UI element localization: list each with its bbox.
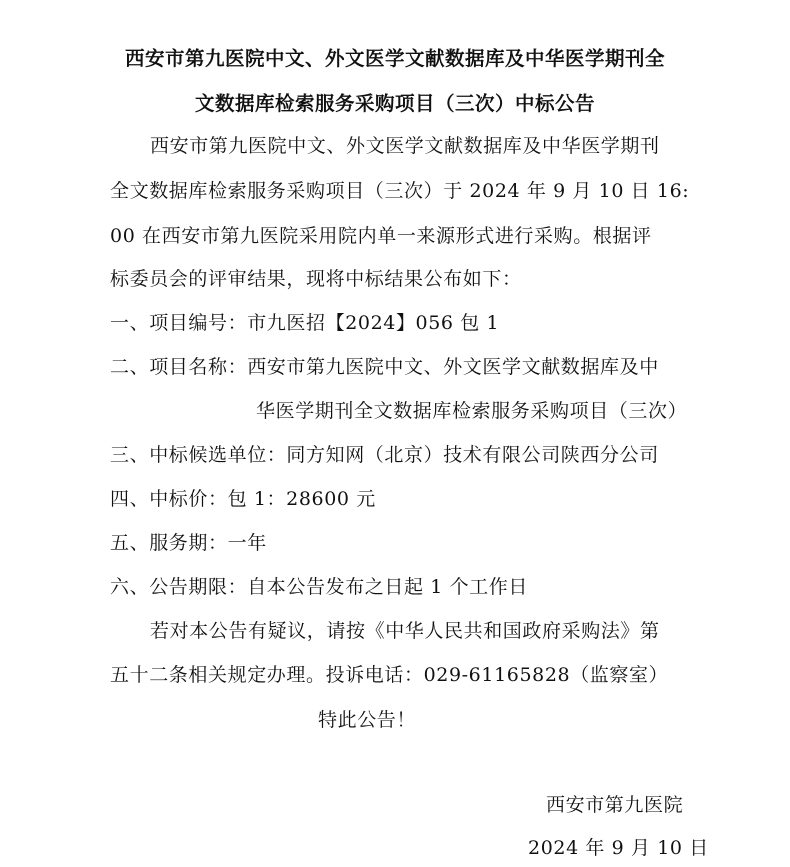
item-winning-price: 四、中标价：包 1：28600 元 [110,488,376,510]
intro-line-2: 全文数据库检索服务采购项目（三次）于 2024 年 9 月 10 日 16: [110,180,690,202]
signature-org: 西安市第九医院 [546,794,684,816]
signature-date: 2024 年 9 月 10 日 [528,837,709,859]
closing-line-2: 五十二条相关规定办理。投诉电话：029-61165828（监察室） [110,664,669,686]
item-project-name-cont: 华医学期刊全文数据库检索服务采购项目（三次） [256,400,688,422]
closing-notice: 特此公告！ [318,709,417,731]
intro-line-1: 西安市第九医院中文、外文医学文献数据库及中华医学期刊 [150,135,660,157]
closing-line-1: 若对本公告有疑议，请按《中华人民共和国政府采购法》第 [150,620,660,642]
item-project-number: 一、项目编号：市九医招【2024】056 包 1 [110,312,500,334]
item-winning-bidder: 三、中标候选单位：同方知网（北京）技术有限公司陕西分公司 [110,444,659,466]
intro-line-4: 标委员会的评审结果，现将中标结果公布如下： [110,268,522,290]
title-line-2: 文数据库检索服务采购项目（三次）中标公告 [194,92,595,115]
item-service-period: 五、服务期：一年 [110,532,267,554]
item-notice-period: 六、公告期限：自本公告发布之日起 1 个工作日 [110,576,528,598]
title-line-1: 西安市第九医院中文、外文医学文献数据库及中华医学期刊全 [124,47,665,70]
intro-line-3: 00 在西安市第九医院采用院内单一来源形式进行采购。根据评 [110,225,652,247]
item-project-name: 二、项目名称：西安市第九医院中文、外文医学文献数据库及中 [110,356,659,378]
